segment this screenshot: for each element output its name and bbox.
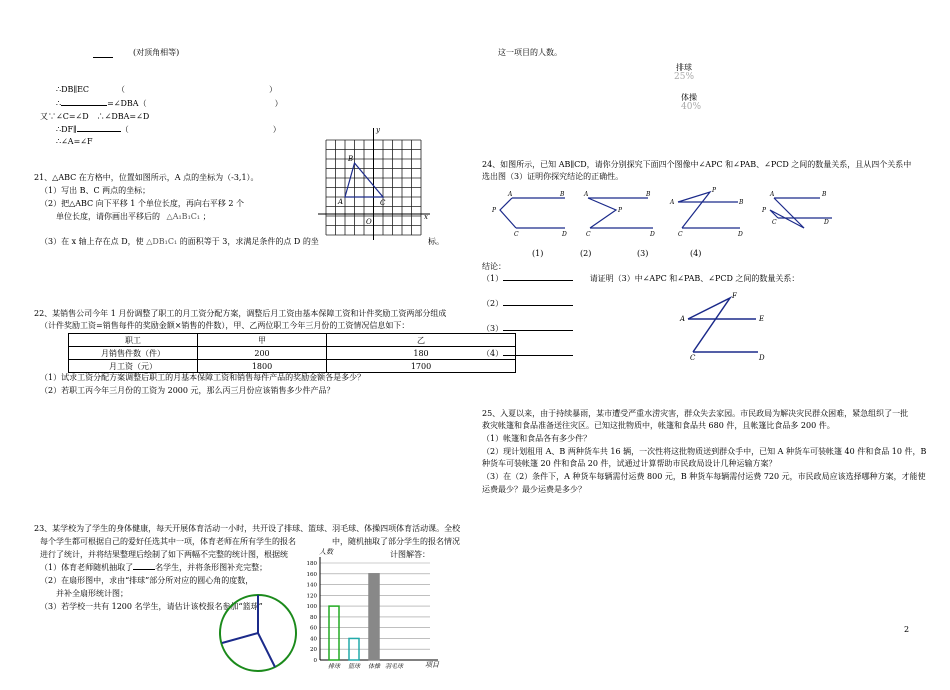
- q23-line-3a: 进行了统计，并将结果整理后绘制了如下两幅不完整的统计图，根据统: [40, 550, 288, 559]
- page-number: 2: [904, 625, 910, 634]
- x-tick-label: 篮球: [347, 663, 361, 670]
- q24-proof-figure: [680, 292, 780, 362]
- q22-stem-2: （计件奖励工资=销售每件的奖励金额×销售的件数），甲、乙两位职工今年三月份的工资情况信息如下：: [40, 321, 410, 330]
- fig4-p: P: [762, 207, 767, 214]
- q23-line-3b: 计图解答：: [390, 550, 430, 559]
- fig3-a: A: [670, 199, 675, 206]
- fig-number-4: (4): [690, 249, 702, 258]
- conclusion-4: （4）: [482, 348, 573, 359]
- q21-triangle-db1c1: △DB₁C₁: [146, 237, 178, 246]
- table-cell: 月工资（元）: [69, 360, 198, 373]
- proof-f: F: [732, 292, 737, 300]
- pie-label-volleyball: 排球: [676, 63, 692, 72]
- q23-line-1: 23、某学校为了学生的身体健康，每天开展体育活动一小时，共开设了排球、篮球、羽毛球、体操四项体育活动课。全校: [34, 524, 461, 533]
- fig3-d: D: [738, 231, 743, 238]
- y-tick-label: 20: [310, 647, 317, 654]
- fig1-b: B: [560, 191, 565, 198]
- pie-pct-gymnastics: 40%: [681, 102, 702, 112]
- fig-number-1: (1): [532, 249, 544, 258]
- q21-part2a: （2）把△ABC 向下平移 1 个单位长度，再向右平移 2 个: [40, 199, 245, 208]
- q25-part3a: （3）在（2）条件下，A 种货车每辆需付运费 800 元，B 种货车每辆需付运费 720 元，市民政局应该选择哪种方案，才能使: [482, 472, 926, 481]
- proof-c: C: [690, 354, 696, 362]
- q25-part2a: （2）现计划租用 A、B 两种货车共 16 辆，一次性将这批物质送到群众手中，已知 A 种货车可装帐篷 40 件和食品 10 件，B: [482, 447, 927, 456]
- fig1-p: P: [492, 207, 497, 214]
- q21-part3-end: 标。: [428, 237, 444, 246]
- table-cell: 1700: [327, 360, 516, 373]
- table-cell: 1800: [198, 360, 327, 373]
- fig2-b: B: [646, 191, 651, 198]
- fig3-b: B: [739, 199, 744, 206]
- q22-stem-1: 22、某销售公司今年 1 月份调整了职工的月工资分配方案，调整后月工资由基本保障工资和计件奖励工资两部分组成: [34, 309, 447, 318]
- y-tick-label: 0: [313, 658, 317, 664]
- origin-label: O: [366, 218, 372, 226]
- conclusion-label: 结论：: [482, 262, 506, 271]
- pie-pct-volleyball: 25%: [674, 72, 695, 82]
- q23-pie-chart: [215, 590, 315, 690]
- q24-stem-2: 选出图（3）证明你探究结论的正确性。: [482, 172, 624, 181]
- y-tick-label: 40: [310, 636, 317, 643]
- table-row: [69, 360, 516, 373]
- q24-stem-1: 24、如图所示，已知 AB∥CD，请你分别探究下面四个图像中∠APC 和∠PAB、∠PCD 之间的数量关系，且从四个关系中: [482, 160, 912, 169]
- q25-part2b: 种货车可装帐篷 20 件和食品 20 件，试通过计算帮助市民政局设计几种运输方案？: [482, 459, 777, 468]
- x-tick-label: 排球: [327, 663, 341, 670]
- q21-triangle-a1b1c1: △A₁B₁C₁: [166, 212, 201, 221]
- pie-divider: [258, 633, 275, 667]
- table-row: [69, 347, 516, 360]
- proof-line-4: ∴DF∥ （ ）: [56, 125, 281, 134]
- y-tick-label: 160: [306, 571, 317, 578]
- q25-line-1: 25、入夏以来，由于持续暴雨，某市遭受严重水涝灾害，群众失去家园。市民政局为解决灾民群众困难，紧急组织了一批: [482, 409, 909, 418]
- y-tick-label: 80: [310, 614, 317, 621]
- y-tick-label: 60: [310, 625, 317, 632]
- conclusion-1: （1） 请证明（3）中∠APC 和∠PAB、∠PCD 之间的数量关系：: [482, 274, 800, 283]
- q24-figure-4: [762, 188, 842, 238]
- q23-part2: （2）在扇形图中，求由“排球”部分所对应的圆心角的度数，: [40, 576, 254, 585]
- fig4-a: A: [770, 191, 775, 198]
- fig4-c: C: [772, 219, 777, 226]
- pie-label-gymnastics: 体操: [681, 93, 697, 102]
- conclusion-3: （3）: [482, 323, 573, 334]
- chart-x-label: 项目: [425, 661, 439, 669]
- q21-coordinate-grid: [318, 128, 438, 248]
- proof-line-3: 又∵∠C=∠D ∴∠DBA=∠D: [40, 112, 150, 121]
- q25-line-2: 救灾帐篷和食品准备送往灾区。已知这批物质中，帐篷和食品共 680 件，且帐篷比食品多 200 件。: [482, 421, 835, 430]
- y-tick-label: 100: [306, 604, 317, 611]
- fig1-c: C: [514, 231, 519, 238]
- x-tick-label: 体操: [367, 663, 381, 670]
- fig1-d: D: [562, 231, 567, 238]
- table-header-row: [69, 334, 516, 347]
- table-cell: 200: [198, 347, 327, 360]
- q21-stem: 21、△ABC 在方格中，位置如图所示，A 点的坐标为（-3,1）。: [34, 173, 259, 182]
- chart-y-label: 人数: [319, 548, 333, 556]
- proof-blank-line: [93, 50, 113, 61]
- fig1-a: A: [508, 191, 513, 198]
- proof-line-5: ∴∠A=∠F: [56, 137, 93, 146]
- fig2-c: C: [586, 231, 591, 238]
- q24-figure-2: [578, 188, 658, 238]
- proof-a: A: [680, 315, 686, 323]
- table-header-cell: 甲: [198, 334, 327, 347]
- y-axis-label: y: [376, 126, 380, 134]
- q22-part1: （1）试求工资分配方案调整后职工的月基本保障工资和销售每件产品的奖励金额各是多少？: [40, 373, 366, 382]
- q21-part3: （3）在 x 轴上存在点 D，使 △DB₁C₁ 的面积等于 3，求满足条件的点 D 的坐: [40, 237, 319, 246]
- point-c-label: C: [380, 199, 386, 207]
- pie-divider: [222, 633, 258, 643]
- proof-line-1: ∴DB∥EC （ ）: [56, 85, 278, 94]
- fig-number-3: (3): [637, 249, 649, 258]
- point-b-label: B: [348, 155, 354, 163]
- y-tick-label: 120: [306, 593, 317, 600]
- proof-reason: (对顶角相等): [133, 48, 180, 57]
- q25-part1: （1）帐篷和食品各有多少件？: [482, 434, 592, 443]
- q24-figure-1: [490, 188, 570, 238]
- q23-line-2b: 中，随机抽取了部分学生的报名情况: [332, 537, 460, 546]
- table-cell: 月销售件数（件）: [69, 347, 198, 360]
- y-tick-label: 140: [306, 582, 317, 589]
- fig2-a: A: [584, 191, 589, 198]
- y-tick-label: 180: [306, 561, 317, 567]
- fig-number-2: (2): [580, 249, 592, 258]
- point-a-label: A: [338, 198, 344, 206]
- x-tick-label: 羽毛球: [384, 663, 404, 670]
- q22-part2: （2）若职工丙今年三月份的工资为 2000 元，那么丙三月份应该销售多少件产品？: [40, 386, 335, 395]
- fig4-b: B: [822, 191, 827, 198]
- q23-line-2a: 每个学生都可根据自己的爱好任选其中一项，体育老师在所有学生的报名: [40, 537, 296, 546]
- proof-d: D: [759, 354, 765, 362]
- table-header-cell: 职工: [69, 334, 198, 347]
- chart-y-ticks: [307, 561, 318, 664]
- q23-part1: （1）体育老师随机抽取了 名学生，并将条形图补充完整；: [40, 563, 268, 572]
- bar-fill: [369, 574, 379, 660]
- q23-part2b: 并补全扇形统计图；: [56, 589, 128, 598]
- q23-part3: （3）若学校一共有 1200 名学生，请估计该校报名参加“篮球”: [40, 602, 263, 611]
- q21-part2b: 单位长度，请你画出平移后的 △A₁B₁C₁ ；: [56, 212, 211, 221]
- q25-part3b: 运费最少？最少运费是多少？: [482, 485, 586, 494]
- right-top-text: 这一项目的人数。: [498, 48, 562, 57]
- fig4-d: D: [824, 219, 829, 226]
- fig3-c: C: [678, 231, 683, 238]
- table-cell: 180: [327, 347, 516, 360]
- proof-line-2: ∴ =∠DBA（ ）: [56, 99, 283, 108]
- bar: [329, 606, 339, 660]
- x-axis-label: x: [424, 213, 428, 221]
- chart-x-ticks: [328, 662, 404, 670]
- q24-figure-3: [668, 188, 748, 238]
- fig3-p: P: [712, 187, 717, 194]
- salary-table: [68, 333, 516, 373]
- q21-part1: （1）写出 B、C 两点的坐标；: [40, 186, 151, 195]
- proof-e: E: [759, 315, 765, 323]
- fig2-d: D: [650, 231, 655, 238]
- conclusion-2: （2）: [482, 298, 573, 309]
- fig2-p: P: [618, 207, 623, 214]
- table-header-cell: 乙: [327, 334, 516, 347]
